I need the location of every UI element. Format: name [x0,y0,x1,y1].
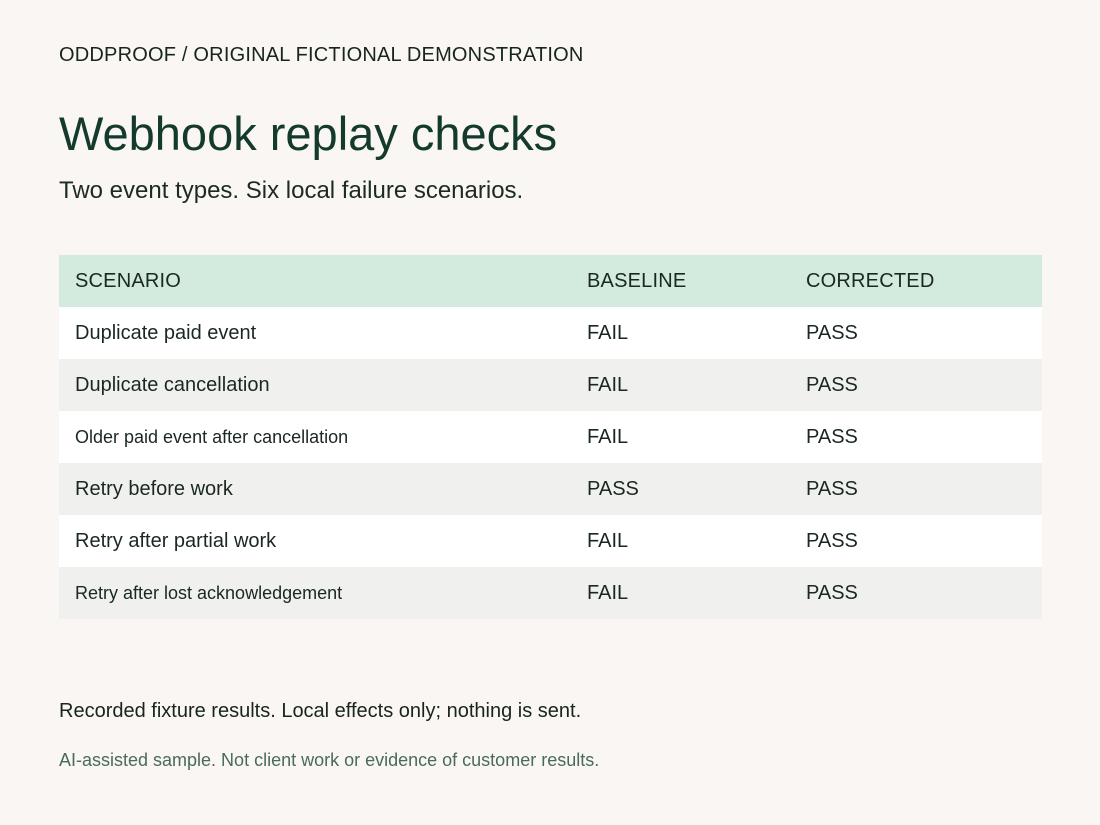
column-header-corrected: CORRECTED [806,269,935,292]
scenario-cell: Duplicate cancellation [75,373,270,396]
baseline-result-cell: FAIL [587,425,629,448]
baseline-result-cell: FAIL [587,581,629,604]
table-row [59,359,1042,411]
table-row [59,515,1042,567]
corrected-result-cell: PASS [806,321,858,344]
table-row [59,307,1042,359]
corrected-result-cell: PASS [806,581,858,604]
table-row [59,411,1042,463]
disclaimer-text: AI-assisted sample. Not client work or evidence of customer results. [59,750,600,770]
corrected-result-cell: PASS [806,477,858,500]
column-header-baseline: BASELINE [587,269,687,292]
corrected-result-cell: PASS [806,425,858,448]
column-header-scenario: SCENARIO [75,269,182,292]
results-table [59,255,1042,619]
table-header-row [59,255,1042,307]
results-footnote: Recorded fixture results. Local effects only; nothing is sent. [59,700,582,722]
table-row [59,567,1042,619]
scenario-cell: Duplicate paid event [75,321,257,344]
eyebrow-label: ODDPROOF / ORIGINAL FICTIONAL DEMONSTRATION [59,44,584,66]
scenario-cell: Retry after partial work [75,529,277,552]
page [59,0,1042,825]
scenario-cell: Older paid event after cancellation [75,426,349,447]
corrected-result-cell: PASS [806,373,858,396]
corrected-result-cell: PASS [806,529,858,552]
scenario-cell: Retry before work [75,477,233,500]
baseline-result-cell: FAIL [587,321,629,344]
baseline-result-cell: PASS [587,477,639,500]
table-row [59,463,1042,515]
page-title: Webhook replay checks [59,107,558,160]
baseline-result-cell: FAIL [587,529,629,552]
baseline-result-cell: FAIL [587,373,629,396]
scenario-cell: Retry after lost acknowledgement [75,582,343,603]
page-subtitle: Two event types. Six local failure scenarios. [59,177,524,204]
